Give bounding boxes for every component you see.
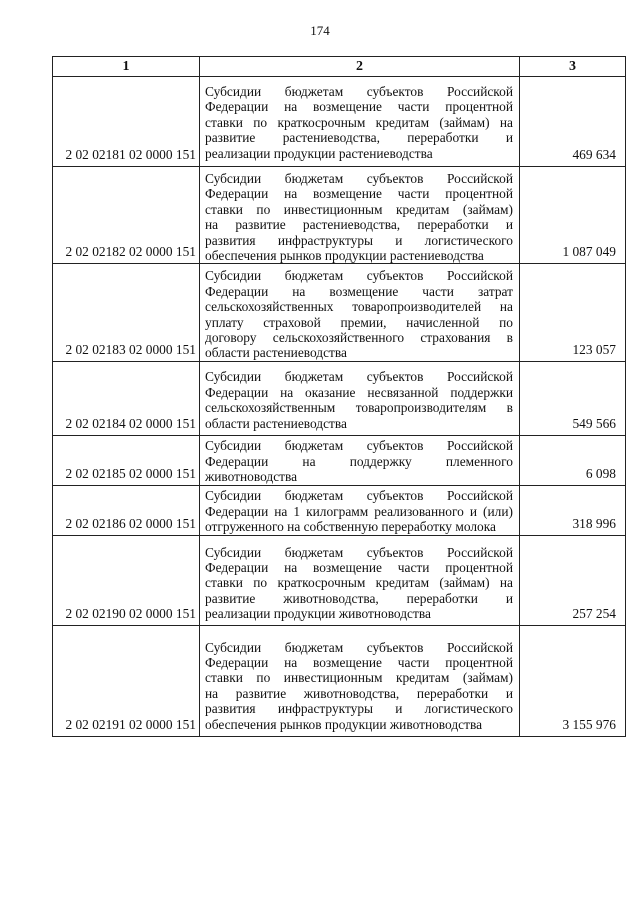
description-line: сельскохозяйственных товаропроизводителей на [205, 299, 513, 315]
code-cell: 2 02 02181 02 0000 151 [53, 77, 200, 167]
code-cell: 2 02 02191 02 0000 151 [53, 625, 200, 736]
description-line: договору сельскохозяйственного страхования в [205, 330, 513, 346]
description-line: Федерации на поддержку племенного [205, 453, 513, 469]
table-row [53, 264, 626, 362]
description-cell [200, 436, 520, 486]
header-row [53, 57, 626, 77]
description-line: ставки по инвестиционным кредитам (займам) [205, 670, 513, 686]
table-row [53, 77, 626, 167]
description-line: уплату страховой премии, начисленной по [205, 314, 513, 330]
description-line: Субсидии бюджетам субъектов Российской [205, 268, 513, 284]
budget-table [52, 56, 626, 737]
amount-cell: 3 155 976 [520, 625, 626, 736]
table-row [53, 535, 626, 625]
description-line: Субсидии бюджетам субъектов Российской [205, 84, 513, 99]
code-cell: 2 02 02183 02 0000 151 [53, 264, 200, 362]
description-cell [200, 535, 520, 625]
description-line: развитие животноводства, переработки и [205, 590, 513, 606]
description-line: Федерации на оказание несвязанной поддержки [205, 384, 513, 400]
description-line: области растениеводства [205, 345, 348, 361]
description-cell [200, 167, 520, 264]
description-line: реализации продукции растениеводства [205, 145, 433, 161]
description-line: Федерации на возмещение части процентной [205, 655, 513, 671]
code-cell: 2 02 02186 02 0000 151 [53, 486, 200, 535]
description-line: на развитие растениеводства, переработки и [205, 217, 513, 233]
code-cell: 2 02 02185 02 0000 151 [53, 436, 200, 486]
description-cell [200, 362, 520, 436]
code-cell: 2 02 02184 02 0000 151 [53, 362, 200, 436]
table-row [53, 167, 626, 264]
description-line: на развитие животноводства, переработки и [205, 685, 513, 701]
page-number: 174 [310, 23, 330, 38]
description-line: развитие растениеводства, переработки и [205, 130, 513, 146]
amount-cell: 257 254 [520, 535, 626, 625]
description-line: сельскохозяйственным товаропроизводителям в [205, 400, 513, 416]
description-line: Федерации на возмещение части процентной [205, 560, 513, 576]
description-line: ставки по инвестиционным кредитам (займам) [205, 201, 513, 217]
description-line: области растениеводства [205, 415, 348, 431]
table-row [53, 436, 626, 486]
description-line: обеспечения рынков продукции растениеводства [205, 248, 484, 264]
column-header: 2 [200, 57, 520, 77]
amount-cell: 123 057 [520, 264, 626, 362]
amount-cell: 1 087 049 [520, 167, 626, 264]
description-cell [200, 264, 520, 362]
column-header: 3 [520, 57, 626, 77]
amount-cell: 6 098 [520, 436, 626, 486]
amount-cell: 549 566 [520, 362, 626, 436]
table-row [53, 486, 626, 535]
description-line: Субсидии бюджетам субъектов Российской [205, 369, 513, 385]
code-cell: 2 02 02182 02 0000 151 [53, 167, 200, 264]
description-line: Федерации на 1 килограмм реализованного и (или) [205, 503, 513, 519]
description-line: ставки по краткосрочным кредитам (займам) на [205, 114, 513, 130]
description-cell [200, 486, 520, 535]
description-line: развития инфраструктуры и логистического [205, 701, 513, 717]
column-header: 1 [53, 57, 200, 77]
code-cell: 2 02 02190 02 0000 151 [53, 535, 200, 625]
description-line: животноводства [205, 469, 298, 485]
description-line: ставки по краткосрочным кредитам (займам) на [205, 575, 513, 591]
table-row [53, 625, 626, 736]
table-row [53, 362, 626, 436]
description-line: Субсидии бюджетам субъектов Российской [205, 488, 513, 504]
description-line: Субсидии бюджетам субъектов Российской [205, 639, 513, 655]
description-cell [200, 625, 520, 736]
description-line: Субсидии бюджетам субъектов Российской [205, 544, 513, 560]
description-line: Субсидии бюджетам субъектов Российской [205, 438, 513, 454]
description-line: отгруженного на собственную переработку молока [205, 519, 496, 535]
amount-cell: 469 634 [520, 77, 626, 167]
description-line: обеспечения рынков продукции животноводства [205, 716, 483, 732]
description-cell [200, 77, 520, 167]
description-line: Субсидии бюджетам субъектов Российской [205, 171, 513, 186]
description-line: Федерации на возмещение части процентной [205, 186, 513, 202]
description-line: Федерации на возмещение части затрат [205, 283, 513, 299]
description-line: реализации продукции животноводства [205, 606, 431, 622]
description-line: развития инфраструктуры и логистического [205, 232, 513, 248]
amount-cell: 318 996 [520, 486, 626, 535]
description-line: Федерации на возмещение части процентной [205, 99, 513, 115]
